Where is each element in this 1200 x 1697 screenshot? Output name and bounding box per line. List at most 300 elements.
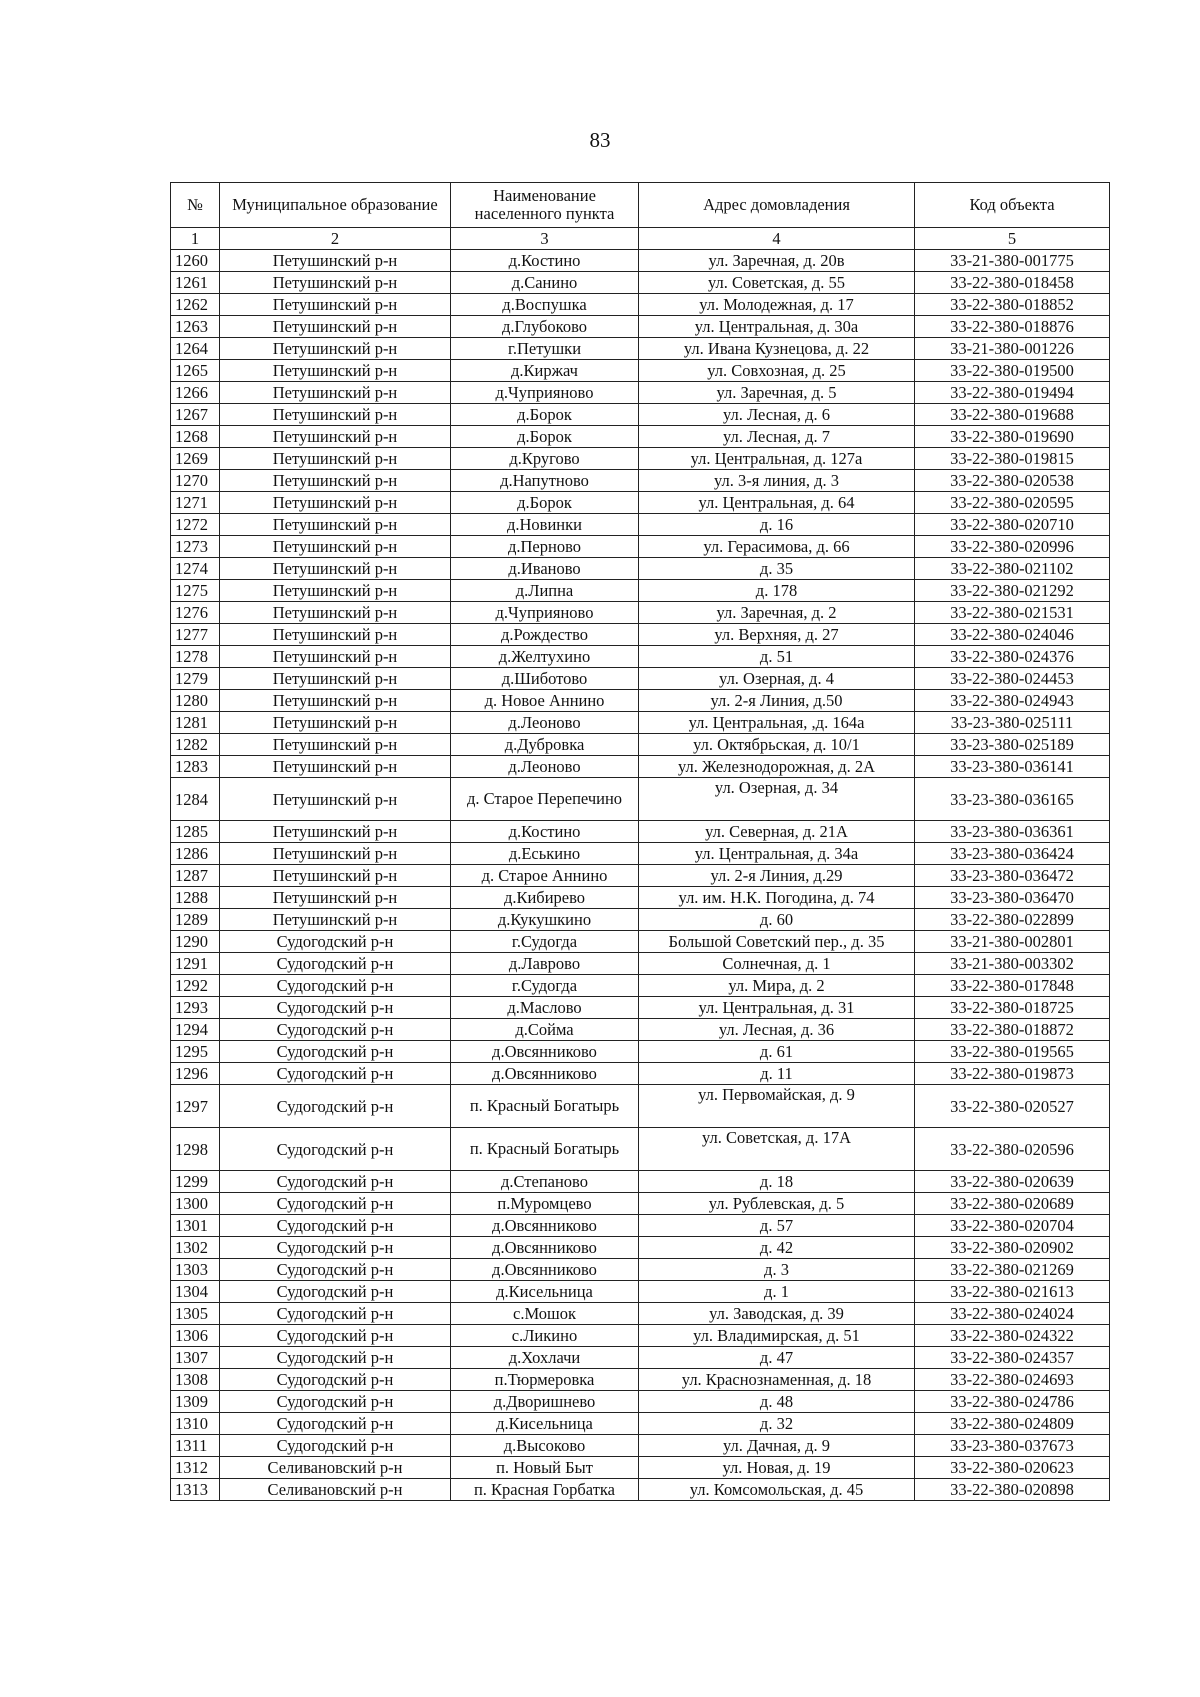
cell-municipality: Судогодский р-н: [220, 1171, 451, 1193]
cell-settlement: с.Ликино: [451, 1325, 639, 1347]
cell-settlement: д.Борок: [451, 404, 639, 426]
cell-settlement: д.Новинки: [451, 514, 639, 536]
cell-address: д. 48: [639, 1391, 915, 1413]
cell-municipality: Петушинский р-н: [220, 404, 451, 426]
table-row: [171, 931, 1110, 953]
cell-settlement: д.Костино: [451, 250, 639, 272]
cell-code: 33-22-380-020898: [915, 1479, 1110, 1501]
table-header: [171, 183, 1110, 250]
cell-address: ул. Заречная, д. 5: [639, 382, 915, 404]
cell-settlement: д.Желтухино: [451, 646, 639, 668]
cell-address: ул. Центральная, д. 34а: [639, 843, 915, 865]
cell-settlement: д.Степаново: [451, 1171, 639, 1193]
cell-municipality: Петушинский р-н: [220, 865, 451, 887]
cell-address: д. 18: [639, 1171, 915, 1193]
table-row: [171, 536, 1110, 558]
table-row: [171, 1019, 1110, 1041]
cell-number: 1288: [171, 887, 220, 909]
cell-address: д. 51: [639, 646, 915, 668]
cell-address: ул. Заречная, д. 2: [639, 602, 915, 624]
cell-municipality: Судогодский р-н: [220, 1193, 451, 1215]
cell-settlement: д.Иваново: [451, 558, 639, 580]
cell-number: 1293: [171, 997, 220, 1019]
cell-municipality: Селивановский р-н: [220, 1457, 451, 1479]
cell-address: ул. Молодежная, д. 17: [639, 294, 915, 316]
cell-municipality: Судогодский р-н: [220, 1237, 451, 1259]
cell-settlement: д.Лаврово: [451, 953, 639, 975]
cell-settlement: д.Борок: [451, 492, 639, 514]
col-index-4: 4: [639, 228, 915, 250]
table-row: [171, 1085, 1110, 1128]
table-row: [171, 404, 1110, 426]
cell-settlement: п. Красный Богатырь: [451, 1128, 639, 1171]
cell-municipality: Петушинский р-н: [220, 909, 451, 931]
table-row: [171, 1303, 1110, 1325]
cell-number: 1313: [171, 1479, 220, 1501]
col-municipality-header: Муниципальное образование: [220, 183, 451, 228]
cell-address: д. 42: [639, 1237, 915, 1259]
cell-municipality: Петушинский р-н: [220, 382, 451, 404]
cell-settlement: п. Красная Горбатка: [451, 1479, 639, 1501]
cell-settlement: п. Красный Богатырь: [451, 1085, 639, 1128]
cell-municipality: Петушинский р-н: [220, 756, 451, 778]
cell-settlement: д. Старое Аннино: [451, 865, 639, 887]
table-row: [171, 646, 1110, 668]
cell-settlement: д.Чуприяново: [451, 382, 639, 404]
table-row: [171, 492, 1110, 514]
cell-code: 33-23-380-036165: [915, 778, 1110, 821]
cell-address: ул. Заводская, д. 39: [639, 1303, 915, 1325]
cell-settlement: д.Кисельница: [451, 1281, 639, 1303]
cell-number: 1301: [171, 1215, 220, 1237]
table-row: [171, 1259, 1110, 1281]
cell-municipality: Судогодский р-н: [220, 1369, 451, 1391]
table-body: [171, 250, 1110, 1501]
cell-number: 1275: [171, 580, 220, 602]
cell-municipality: Петушинский р-н: [220, 514, 451, 536]
cell-settlement: д. Старое Перепечино: [451, 778, 639, 821]
cell-address: ул. Герасимова, д. 66: [639, 536, 915, 558]
cell-number: 1309: [171, 1391, 220, 1413]
cell-number: 1267: [171, 404, 220, 426]
cell-address: ул. Заречная, д. 20в: [639, 250, 915, 272]
cell-code: 33-22-380-020689: [915, 1193, 1110, 1215]
cell-municipality: Петушинский р-н: [220, 580, 451, 602]
cell-municipality: Петушинский р-н: [220, 821, 451, 843]
header-index-row: [171, 228, 1110, 250]
cell-settlement: п.Муромцево: [451, 1193, 639, 1215]
cell-address: д. 32: [639, 1413, 915, 1435]
cell-code: 33-22-380-019688: [915, 404, 1110, 426]
cell-code: 33-22-380-024943: [915, 690, 1110, 712]
cell-address: ул. Комсомольская, д. 45: [639, 1479, 915, 1501]
cell-address: ул. Верхняя, д. 27: [639, 624, 915, 646]
cell-code: 33-23-380-037673: [915, 1435, 1110, 1457]
table-row: [171, 1128, 1110, 1171]
table-row: [171, 756, 1110, 778]
cell-address: ул. Лесная, д. 7: [639, 426, 915, 448]
cell-address: ул. Советская, д. 17А: [639, 1128, 915, 1171]
cell-municipality: Петушинский р-н: [220, 712, 451, 734]
cell-code: 33-22-380-024024: [915, 1303, 1110, 1325]
cell-code: 33-22-380-021269: [915, 1259, 1110, 1281]
cell-settlement: д.Глубоково: [451, 316, 639, 338]
cell-code: 33-22-380-018725: [915, 997, 1110, 1019]
cell-number: 1306: [171, 1325, 220, 1347]
cell-number: 1264: [171, 338, 220, 360]
cell-code: 33-22-380-020538: [915, 470, 1110, 492]
cell-code: 33-21-380-001775: [915, 250, 1110, 272]
table-row: [171, 250, 1110, 272]
cell-settlement: д.Костино: [451, 821, 639, 843]
cell-code: 33-22-380-024376: [915, 646, 1110, 668]
cell-municipality: Судогодский р-н: [220, 1435, 451, 1457]
cell-settlement: д.Овсянниково: [451, 1041, 639, 1063]
cell-municipality: Петушинский р-н: [220, 734, 451, 756]
cell-municipality: Петушинский р-н: [220, 448, 451, 470]
table-row: [171, 1237, 1110, 1259]
cell-municipality: Петушинский р-н: [220, 294, 451, 316]
table-row: [171, 909, 1110, 931]
cell-address: ул. Озерная, д. 4: [639, 668, 915, 690]
cell-municipality: Селивановский р-н: [220, 1479, 451, 1501]
cell-settlement: п.Тюрмеровка: [451, 1369, 639, 1391]
cell-municipality: Судогодский р-н: [220, 1391, 451, 1413]
col-index-5: 5: [915, 228, 1110, 250]
cell-number: 1277: [171, 624, 220, 646]
cell-code: 33-22-380-024453: [915, 668, 1110, 690]
cell-settlement: д. Новое Аннино: [451, 690, 639, 712]
table-row: [171, 338, 1110, 360]
cell-settlement: д.Рождество: [451, 624, 639, 646]
cell-address: ул. Краснознаменная, д. 18: [639, 1369, 915, 1391]
cell-number: 1290: [171, 931, 220, 953]
cell-code: 33-22-380-018876: [915, 316, 1110, 338]
table-row: [171, 1171, 1110, 1193]
cell-code: 33-22-380-024786: [915, 1391, 1110, 1413]
table-row: [171, 316, 1110, 338]
cell-code: 33-22-380-020595: [915, 492, 1110, 514]
cell-municipality: Судогодский р-н: [220, 1215, 451, 1237]
cell-address: ул. Центральная, д. 30а: [639, 316, 915, 338]
cell-address: д. 1: [639, 1281, 915, 1303]
col-address-header: Адрес домовладения: [639, 183, 915, 228]
cell-settlement: д.Высоково: [451, 1435, 639, 1457]
cell-code: 33-22-380-019500: [915, 360, 1110, 382]
cell-address: ул. Северная, д. 21А: [639, 821, 915, 843]
cell-code: 33-23-380-036141: [915, 756, 1110, 778]
cell-address: д. 47: [639, 1347, 915, 1369]
cell-number: 1261: [171, 272, 220, 294]
cell-address: д. 11: [639, 1063, 915, 1085]
cell-number: 1302: [171, 1237, 220, 1259]
table-row: [171, 448, 1110, 470]
cell-number: 1287: [171, 865, 220, 887]
cell-code: 33-22-380-020710: [915, 514, 1110, 536]
cell-municipality: Судогодский р-н: [220, 1128, 451, 1171]
cell-address: д. 57: [639, 1215, 915, 1237]
cell-address: ул. Железнодорожная, д. 2А: [639, 756, 915, 778]
cell-code: 33-22-380-019815: [915, 448, 1110, 470]
cell-code: 33-22-380-020596: [915, 1128, 1110, 1171]
cell-municipality: Судогодский р-н: [220, 953, 451, 975]
cell-municipality: Петушинский р-н: [220, 668, 451, 690]
cell-code: 33-22-380-024809: [915, 1413, 1110, 1435]
cell-municipality: Петушинский р-н: [220, 536, 451, 558]
cell-municipality: Судогодский р-н: [220, 1347, 451, 1369]
table-row: [171, 1063, 1110, 1085]
col-index-2: 2: [220, 228, 451, 250]
cell-code: 33-22-380-024357: [915, 1347, 1110, 1369]
cell-municipality: Петушинский р-н: [220, 316, 451, 338]
table-row: [171, 580, 1110, 602]
cell-code: 33-22-380-020996: [915, 536, 1110, 558]
table-row: [171, 272, 1110, 294]
cell-settlement: д.Перново: [451, 536, 639, 558]
cell-address: ул. 3-я линия, д. 3: [639, 470, 915, 492]
cell-address: ул. Центральная, д. 31: [639, 997, 915, 1019]
cell-code: 33-21-380-002801: [915, 931, 1110, 953]
cell-settlement: д.Леоново: [451, 756, 639, 778]
cell-code: 33-22-380-020704: [915, 1215, 1110, 1237]
cell-settlement: д.Овсянниково: [451, 1237, 639, 1259]
cell-settlement: д.Сойма: [451, 1019, 639, 1041]
table-row: [171, 865, 1110, 887]
cell-municipality: Судогодский р-н: [220, 1063, 451, 1085]
cell-code: 33-22-380-021102: [915, 558, 1110, 580]
table-row: [171, 778, 1110, 821]
cell-number: 1311: [171, 1435, 220, 1457]
cell-number: 1299: [171, 1171, 220, 1193]
cell-number: 1276: [171, 602, 220, 624]
cell-municipality: Петушинский р-н: [220, 624, 451, 646]
cell-address: ул. Центральная, ,д. 164а: [639, 712, 915, 734]
col-code-header: Код объекта: [915, 183, 1110, 228]
cell-settlement: д.Воспушка: [451, 294, 639, 316]
table-row: [171, 1435, 1110, 1457]
cell-municipality: Судогодский р-н: [220, 1325, 451, 1347]
cell-number: 1296: [171, 1063, 220, 1085]
cell-code: 33-22-380-021613: [915, 1281, 1110, 1303]
objects-table: [170, 182, 1110, 1501]
table-row: [171, 887, 1110, 909]
cell-municipality: Петушинский р-н: [220, 843, 451, 865]
cell-municipality: Петушинский р-н: [220, 426, 451, 448]
cell-code: 33-21-380-003302: [915, 953, 1110, 975]
cell-municipality: Судогодский р-н: [220, 1281, 451, 1303]
cell-municipality: Судогодский р-н: [220, 975, 451, 997]
cell-address: ул. 2-я Линия, д.29: [639, 865, 915, 887]
cell-code: 33-23-380-036472: [915, 865, 1110, 887]
cell-number: 1271: [171, 492, 220, 514]
cell-municipality: Судогодский р-н: [220, 997, 451, 1019]
cell-number: 1295: [171, 1041, 220, 1063]
cell-settlement: д.Кибирево: [451, 887, 639, 909]
cell-address: ул. Ивана Кузнецова, д. 22: [639, 338, 915, 360]
cell-address: ул. Центральная, д. 127а: [639, 448, 915, 470]
cell-municipality: Петушинский р-н: [220, 360, 451, 382]
cell-code: 33-22-380-019494: [915, 382, 1110, 404]
cell-settlement: д.Напутново: [451, 470, 639, 492]
cell-settlement: с.Мошок: [451, 1303, 639, 1325]
cell-settlement: д.Овсянниково: [451, 1259, 639, 1281]
cell-municipality: Судогодский р-н: [220, 1259, 451, 1281]
cell-code: 33-22-380-019873: [915, 1063, 1110, 1085]
cell-code: 33-22-380-020623: [915, 1457, 1110, 1479]
cell-municipality: Судогодский р-н: [220, 1413, 451, 1435]
table-row: [171, 1215, 1110, 1237]
cell-number: 1310: [171, 1413, 220, 1435]
cell-code: 33-22-380-024322: [915, 1325, 1110, 1347]
cell-address: ул. Лесная, д. 36: [639, 1019, 915, 1041]
cell-number: 1269: [171, 448, 220, 470]
table-row: [171, 1193, 1110, 1215]
cell-settlement: д.Овсянниково: [451, 1063, 639, 1085]
table-row: [171, 997, 1110, 1019]
cell-number: 1283: [171, 756, 220, 778]
cell-code: 33-22-380-022899: [915, 909, 1110, 931]
table-row: [171, 602, 1110, 624]
cell-settlement: д.Дубровка: [451, 734, 639, 756]
col-index-3: 3: [451, 228, 639, 250]
cell-settlement: д.Хохлачи: [451, 1347, 639, 1369]
cell-settlement: д.Кругово: [451, 448, 639, 470]
cell-number: 1291: [171, 953, 220, 975]
table-row: [171, 1041, 1110, 1063]
col-index-1: 1: [171, 228, 220, 250]
cell-address: ул. Центральная, д. 64: [639, 492, 915, 514]
table-row: [171, 1479, 1110, 1501]
cell-number: 1263: [171, 316, 220, 338]
cell-code: 33-22-380-019690: [915, 426, 1110, 448]
cell-code: 33-22-380-018872: [915, 1019, 1110, 1041]
cell-municipality: Петушинский р-н: [220, 778, 451, 821]
table-row: [171, 1413, 1110, 1435]
table-row: [171, 953, 1110, 975]
cell-settlement: д.Дворишнево: [451, 1391, 639, 1413]
cell-municipality: Судогодский р-н: [220, 1303, 451, 1325]
table-row: [171, 734, 1110, 756]
cell-address: ул. Лесная, д. 6: [639, 404, 915, 426]
cell-address: д. 178: [639, 580, 915, 602]
cell-code: 33-22-380-019565: [915, 1041, 1110, 1063]
cell-number: 1294: [171, 1019, 220, 1041]
cell-number: 1298: [171, 1128, 220, 1171]
table-row: [171, 1369, 1110, 1391]
cell-number: 1279: [171, 668, 220, 690]
cell-code: 33-23-380-036470: [915, 887, 1110, 909]
header-row: [171, 183, 1110, 228]
cell-settlement: г.Судогда: [451, 931, 639, 953]
table-row: [171, 1281, 1110, 1303]
cell-municipality: Петушинский р-н: [220, 558, 451, 580]
cell-settlement: д.Шиботово: [451, 668, 639, 690]
cell-number: 1266: [171, 382, 220, 404]
cell-municipality: Петушинский р-н: [220, 272, 451, 294]
table-row: [171, 558, 1110, 580]
table-row: [171, 294, 1110, 316]
cell-settlement: д.Маслово: [451, 997, 639, 1019]
table-row: [171, 382, 1110, 404]
cell-number: 1260: [171, 250, 220, 272]
cell-address: ул. Владимирская, д. 51: [639, 1325, 915, 1347]
cell-number: 1307: [171, 1347, 220, 1369]
cell-settlement: д.Еськино: [451, 843, 639, 865]
cell-code: 33-23-380-036361: [915, 821, 1110, 843]
cell-address: ул. Октябрьская, д. 10/1: [639, 734, 915, 756]
cell-number: 1312: [171, 1457, 220, 1479]
cell-municipality: Петушинский р-н: [220, 470, 451, 492]
cell-municipality: Судогодский р-н: [220, 1041, 451, 1063]
cell-number: 1297: [171, 1085, 220, 1128]
table-row: [171, 624, 1110, 646]
cell-municipality: Петушинский р-н: [220, 250, 451, 272]
cell-municipality: Судогодский р-н: [220, 931, 451, 953]
cell-number: 1262: [171, 294, 220, 316]
table-row: [171, 1347, 1110, 1369]
cell-address: Солнечная, д. 1: [639, 953, 915, 975]
cell-number: 1282: [171, 734, 220, 756]
table-row: [171, 470, 1110, 492]
table-row: [171, 975, 1110, 997]
cell-settlement: д.Санино: [451, 272, 639, 294]
table-row: [171, 360, 1110, 382]
cell-address: ул. Озерная, д. 34: [639, 778, 915, 821]
cell-municipality: Петушинский р-н: [220, 602, 451, 624]
cell-number: 1273: [171, 536, 220, 558]
cell-code: 33-23-380-025189: [915, 734, 1110, 756]
cell-settlement: д.Кисельница: [451, 1413, 639, 1435]
cell-address: ул. Совхозная, д. 25: [639, 360, 915, 382]
cell-number: 1272: [171, 514, 220, 536]
cell-number: 1281: [171, 712, 220, 734]
cell-number: 1286: [171, 843, 220, 865]
cell-number: 1304: [171, 1281, 220, 1303]
cell-settlement: д.Леоново: [451, 712, 639, 734]
cell-address: ул. Мира, д. 2: [639, 975, 915, 997]
cell-address: ул. Советская, д. 55: [639, 272, 915, 294]
cell-municipality: Петушинский р-н: [220, 887, 451, 909]
table-row: [171, 426, 1110, 448]
cell-code: 33-22-380-024693: [915, 1369, 1110, 1391]
cell-settlement: п. Новый Быт: [451, 1457, 639, 1479]
cell-number: 1289: [171, 909, 220, 931]
cell-code: 33-23-380-036424: [915, 843, 1110, 865]
cell-address: Большой Советский пер., д. 35: [639, 931, 915, 953]
cell-municipality: Петушинский р-н: [220, 492, 451, 514]
cell-code: 33-22-380-020639: [915, 1171, 1110, 1193]
table-row: [171, 514, 1110, 536]
cell-municipality: Судогодский р-н: [220, 1019, 451, 1041]
table-row: [171, 1391, 1110, 1413]
cell-address: ул. Первомайская, д. 9: [639, 1085, 915, 1128]
cell-number: 1274: [171, 558, 220, 580]
cell-number: 1305: [171, 1303, 220, 1325]
cell-settlement: г.Судогда: [451, 975, 639, 997]
cell-number: 1268: [171, 426, 220, 448]
cell-municipality: Петушинский р-н: [220, 690, 451, 712]
table-row: [171, 1325, 1110, 1347]
cell-address: д. 61: [639, 1041, 915, 1063]
cell-address: д. 60: [639, 909, 915, 931]
cell-number: 1308: [171, 1369, 220, 1391]
cell-number: 1284: [171, 778, 220, 821]
cell-address: д. 35: [639, 558, 915, 580]
table-row: [171, 712, 1110, 734]
cell-municipality: Петушинский р-н: [220, 338, 451, 360]
cell-municipality: Судогодский р-н: [220, 1085, 451, 1128]
cell-code: 33-22-380-020902: [915, 1237, 1110, 1259]
